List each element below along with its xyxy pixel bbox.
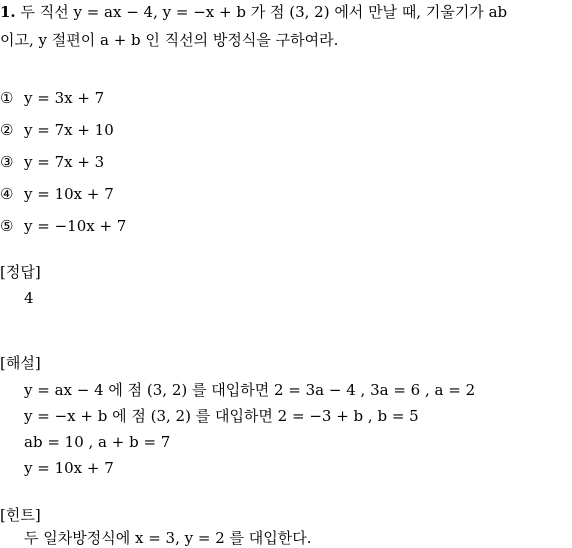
choice-1[interactable] xyxy=(0,88,104,108)
problem-line-2: 이고, y 절편이 a + b 인 직선의 방정식을 구하여라. xyxy=(0,31,339,49)
answer-heading: [정답] xyxy=(0,263,41,281)
choice-mark: ④ xyxy=(0,185,14,203)
choice-mark: ⑤ xyxy=(0,217,14,235)
choice-text: y = −10x + 7 xyxy=(24,217,127,235)
problem-line-1 xyxy=(0,2,507,22)
choice-text: y = 10x + 7 xyxy=(24,185,114,203)
answer-value: 4 xyxy=(24,289,34,307)
explanation-line-2: y = −x + b 에 점 (3, 2) 를 대입하면 2 = −3 + b , b = 5 xyxy=(24,407,419,425)
problem-number: 1. xyxy=(0,3,16,21)
problem-text-1: 두 직선 y = ax − 4, y = −x + b 가 점 (3, 2) 에서 만날 때, 기울기가 ab xyxy=(20,3,508,21)
hint-text: 두 일차방정식에 x = 3, y = 2 를 대입한다. xyxy=(24,529,312,547)
choice-3[interactable] xyxy=(0,152,104,172)
choice-text: y = 7x + 3 xyxy=(24,153,105,171)
explanation-line-4: y = 10x + 7 xyxy=(24,459,114,477)
choice-mark: ① xyxy=(0,89,14,107)
hint-heading: [힌트] xyxy=(0,506,41,524)
choice-2[interactable] xyxy=(0,120,114,140)
choice-mark: ② xyxy=(0,121,14,139)
explanation-heading: [해설] xyxy=(0,354,41,372)
choice-5[interactable] xyxy=(0,216,126,236)
choice-mark: ③ xyxy=(0,153,14,171)
explanation-line-1: y = ax − 4 에 점 (3, 2) 를 대입하면 2 = 3a − 4 , 3a = 6 , a = 2 xyxy=(24,381,476,399)
choice-4[interactable] xyxy=(0,184,114,204)
choice-text: y = 3x + 7 xyxy=(24,89,105,107)
explanation-line-3: ab = 10 , a + b = 7 xyxy=(24,433,171,451)
choice-text: y = 7x + 10 xyxy=(24,121,114,139)
